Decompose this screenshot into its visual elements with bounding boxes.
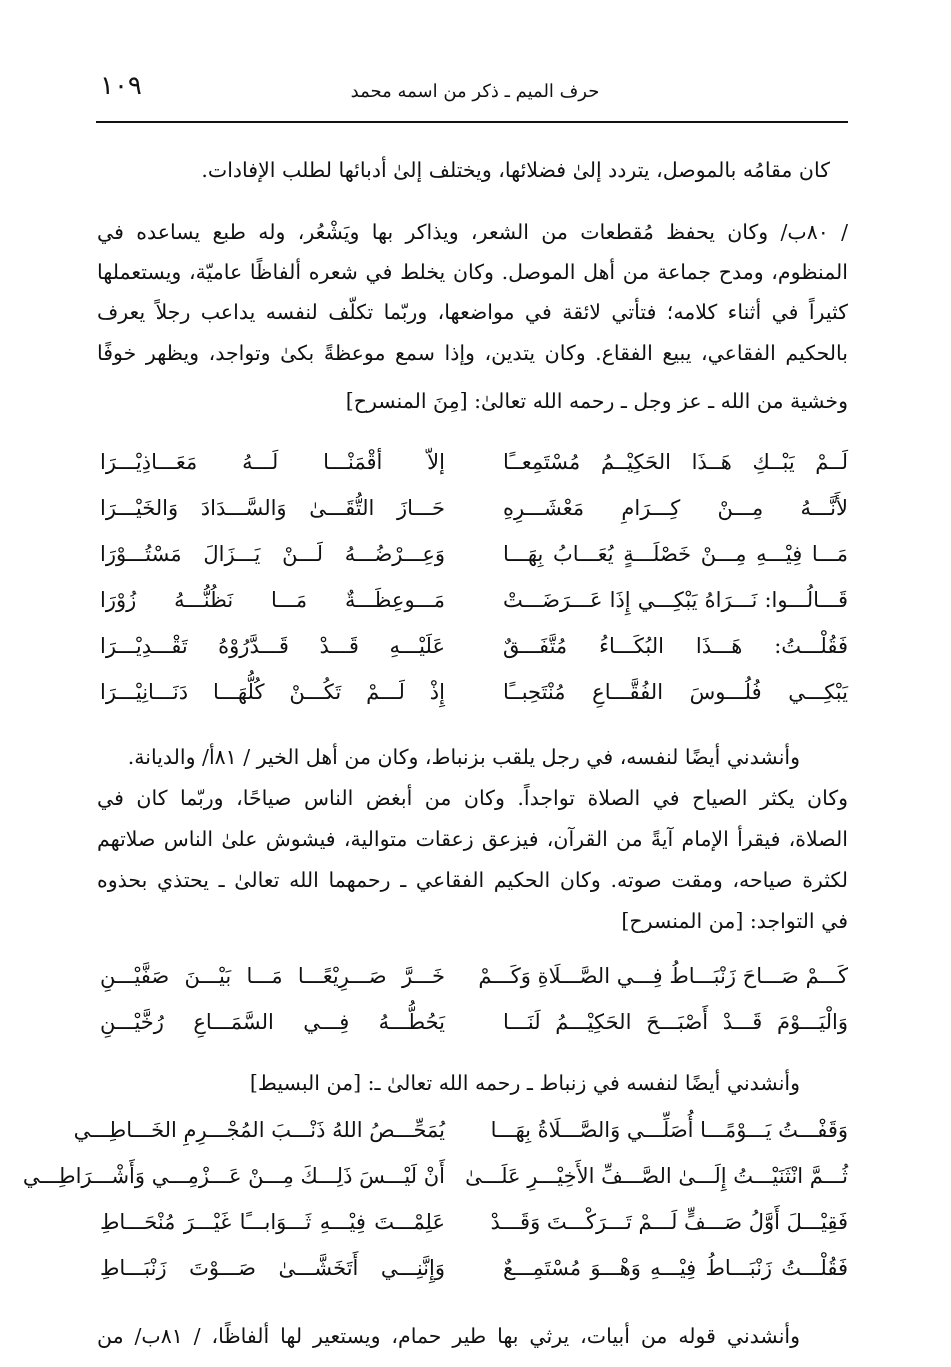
verse-line xyxy=(100,440,848,484)
paragraph-line: كان مقامُه بالموصل، يتردد إلىٰ فضلائها، ويختلف إلىٰ أدبائها لطلب الإفادات. xyxy=(201,158,830,182)
verse-line xyxy=(100,1246,848,1290)
verse-first-hemistich: قَـــالُـــوا: نَـــرَاهُ يَبْكِـــي إِذَا عَـــرَضَـــتْ xyxy=(503,588,848,612)
verse-second-hemistich: يَحُطُّـــهُ فِـــي السَّمَـــاعِ رُخَّيْـــنِ xyxy=(100,1010,445,1034)
page-number: ١٠٩ xyxy=(100,71,142,101)
paragraph-line: كثيراً في أثناء كلامه؛ فتأتي لائقة في مواضعها، وربّما تكلّف لنفسه يداعب رجلاً يعرف xyxy=(97,300,848,324)
verse-first-hemistich: لأَنَّـــهُ مِـــنْ كِـــرَامِ مَعْشَـــرِهِ xyxy=(503,496,848,520)
paragraph-line: وأنشدني أيضًا لنفسه، في رجل يلقب بزنباط، وكان من أهل الخير / ٨١أ/ والديانة. xyxy=(127,745,800,769)
verse-line xyxy=(100,1200,848,1244)
paragraph-line: الصلاة، فيقرأ الإمام آيةً من القرآن، فيزعق زعقات متوالية، فيشوش علىٰ الناس صلاتهم xyxy=(97,827,848,851)
paragraph-line: وكان يكثر الصياح في الصلاة تواجداً. وكان من أبغض الناس صياحًا، وربّما كان في xyxy=(97,786,848,810)
verse-line xyxy=(22,1154,848,1198)
verse-second-hemistich: مَـــوعِظَـــةٌ مَـــا نَظُنُّـــهُ زُوْرَا xyxy=(100,588,445,612)
verse-line xyxy=(100,532,848,576)
verse-second-hemistich: وَإِنَّنِـــي أَتَخَشَّـــىٰ صَـــوْتَ زَنْبَـــاطِ xyxy=(100,1256,445,1280)
verse-second-hemistich: وَعِـــرْضُـــهُ لَـــنْ يَـــزَالَ مَسْتُـــوْرَا xyxy=(100,542,445,566)
verse-first-hemistich: وَقَفْـــتُ يَـــوْمًـــا أُصَلِّـــي وَالصَّـــلَاةُ بِهَـــا xyxy=(490,1118,848,1142)
paragraph-line: وأنشدني قوله من أبيات، يرثي بها طير حمام، ويستعير لها ألفاظًا، / ٨١ب/ من xyxy=(97,1324,801,1348)
running-head: حرف الميم ـ ذكر من اسمه محمد xyxy=(350,81,600,102)
verse-second-hemistich: عَلَيْـــهِ قَـــدْ قَـــدَّرُوْهُ تَقْـــدِيْـــرَا xyxy=(100,634,445,658)
verse-line xyxy=(100,954,848,998)
verse-first-hemistich: لَــمْ يَبْــكِ هَــذَا الحَكِيْــمُ مُسْتَمِعــًا xyxy=(503,450,848,474)
paragraph-line: بالحكيم الفقاعي، يبيع الفقاع. وكان يتدين، وإذا سمع موعظةً بكىٰ وتواجد، ويظهر خوفًا xyxy=(97,341,848,365)
paragraph-line: لكثرة صياحه، ومقت صوته. وكان الحكيم الفقاعي ـ رحمهما الله تعالىٰ ـ يحتذي بحذوه xyxy=(97,868,848,892)
header-rule xyxy=(96,121,848,123)
verse-second-hemistich: إلاّ أقْمَنْـــا لَـــهُ مَعَـــاذِيْـــرَا xyxy=(100,450,445,474)
paragraph-line: / ٨٠ب/ وكان يحفظ مُقطعات من الشعر، ويذاكر بها ويَشْعُر، وله طبع يساعده في xyxy=(97,220,848,244)
verse-second-hemistich: خَـــرَّ صَـــرِيْعًـــا مَـــا بَيْـــنَ صَفَّيْـــنِ xyxy=(100,964,445,988)
verse-line xyxy=(100,486,848,530)
paragraph-line: وخشية من الله ـ عز وجل ـ رحمه الله تعالىٰ: [مِنَ المنسرح] xyxy=(345,389,848,413)
verse-first-hemistich: وَالْيَـــوْمَ قَـــدْ أَصْبَـــحَ الحَكِيْـــمُ لَنَـــا xyxy=(503,1010,848,1034)
paragraph-line: المنظوم، ومدح جماعة من أهل الموصل. وكان يخلط في شعره ألفاظًا عاميّة، ويستعملها xyxy=(97,260,848,284)
verse-first-hemistich: كَـــمْ صَـــاحَ زَنْبَـــاطُ فِـــي الصَّـــلَاةِ وَكَـــمْ xyxy=(478,964,848,988)
verse-first-hemistich: فَقُلْـــتُ: هَـــذَا البُكَـــاءُ مُتَّفَـــقٌ xyxy=(503,634,848,658)
verse-line xyxy=(100,1000,848,1044)
verse-line xyxy=(73,1108,848,1152)
verse-line xyxy=(100,624,848,668)
verse-line xyxy=(100,670,848,714)
verse-second-hemistich: إِذْ لَـــمْ تَكُـــنْ كُلُّهَـــا دَنَـــانِيْـــرَا xyxy=(100,680,445,704)
paragraph-line: في التواجد: [من المنسرح] xyxy=(621,909,848,933)
verse-first-hemistich: ثُـــمَّ انْثَنَيْـــتُ إِلَـــىٰ الصَّـــفِّ الأَخِيْـــرِ عَلَـــىٰ xyxy=(465,1164,848,1188)
paragraph-line: وأنشدني أيضًا لنفسه في زنباط ـ رحمه الله تعالىٰ ـ: [من البسيط] xyxy=(249,1071,800,1095)
verse-first-hemistich: مَـــا فِيْـــهِ مِـــنْ خَصْلَـــةٍ يُعَـــابُ بِهَـــا xyxy=(503,542,848,566)
verse-first-hemistich: فَقِيْـــلَ أَوَّلُ صَـــفٍّ لَـــمْ تَـــرَكْـــتَ وَقَـــدْ xyxy=(490,1210,848,1234)
verse-first-hemistich: يَبْكِـــي فُلُـــوسَ الفُقَّـــاعِ مُنْتَحِبــًا xyxy=(503,680,848,704)
verse-line xyxy=(100,578,848,622)
verse-second-hemistich: أَنْ لَيْـــسَ ذَلِـــكَ مِـــنْ عَـــزْمِـــي وَأَشْـــرَاطِـــي xyxy=(22,1164,445,1188)
verse-second-hemistich: حَـــازَ التُّقَـــىٰ وَالسَّـــدَادَ وَالخَيْـــرَا xyxy=(100,496,445,520)
verse-first-hemistich: فَقُلْـــتُ زَنْبَـــاطُ فِيْـــهِ وَهْـــوَ مُسْتَمِـــعٌ xyxy=(503,1256,848,1280)
verse-second-hemistich: عَلِمْـــتَ فِيْـــهِ ثَـــوَابـــًا غَيْـــرَ مُنْحَـــاطِ xyxy=(100,1210,445,1234)
verse-second-hemistich: يُمَحِّـــصُ اللهُ ذَنْـــبَ المُجْـــرِمِ الخَـــاطِـــي xyxy=(73,1118,445,1142)
